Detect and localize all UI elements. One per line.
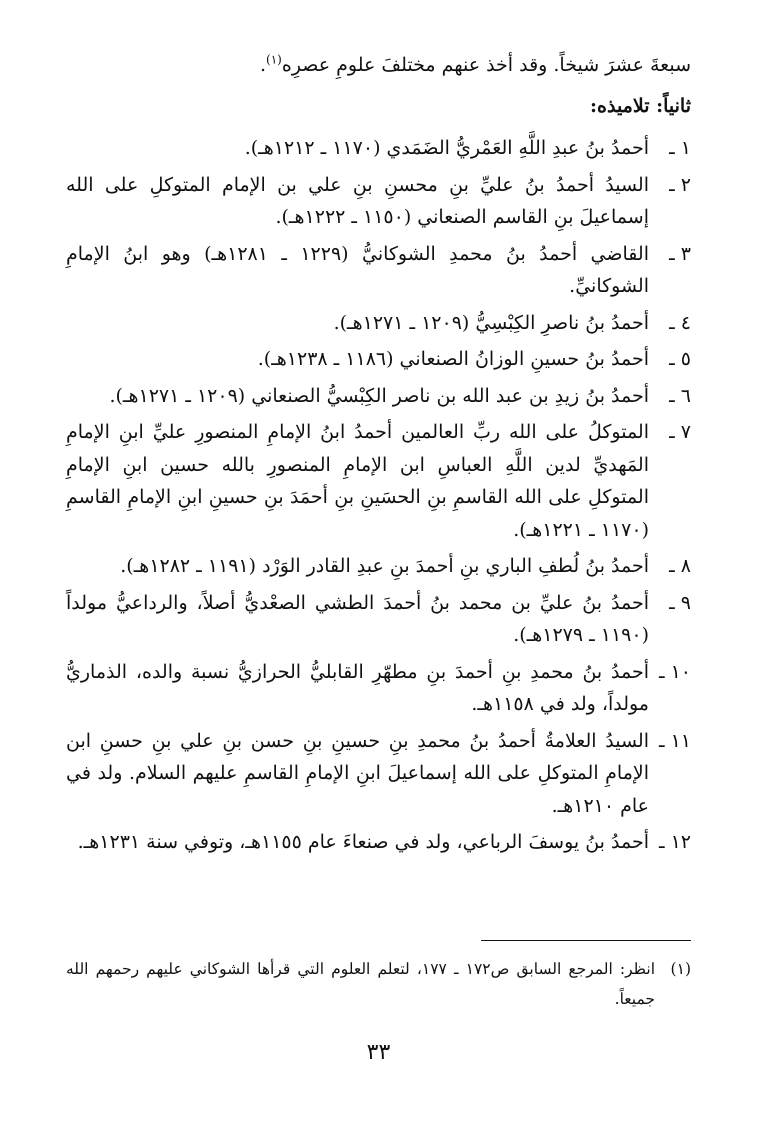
list-item-text: السيدُ أحمدُ بنُ عليِّ بنِ محسنِ بنِ علي بن الإمام المتوكلِ على الله إسماعيلَ بنِ القاسم الصنعاني (١١٥٠ ـ ١٢٢٢هـ). xyxy=(66,173,649,228)
list-item xyxy=(66,169,691,234)
list-item-number: ٥ ـ xyxy=(669,348,691,370)
list-item xyxy=(66,307,691,340)
list-item xyxy=(66,416,691,546)
list-item xyxy=(66,656,691,721)
list-item xyxy=(66,550,691,583)
list-item xyxy=(66,343,691,376)
list-item xyxy=(66,238,691,303)
list-item-text: القاضي أحمدُ بنُ محمدِ الشوكانيُّ (١٢٢٩ ـ ١٢٨١هـ) وهو ابنُ الإمامِ الشوكانيِّ. xyxy=(66,242,649,297)
list-item xyxy=(66,826,691,859)
intro-text: سبعةَ عشرَ شيخاً. وقد أخذ عنهم مختلفَ علومِ عصرِه xyxy=(281,54,691,76)
list-item xyxy=(66,587,691,652)
list-item-text: أحمدُ بنُ ناصرِ الكِبْسِيُّ (١٢٠٩ ـ ١٢٧١هـ). xyxy=(333,311,649,334)
list-item-number: ٣ ـ xyxy=(669,242,691,265)
list-item-text: أحمدُ بنُ زيدِ بن عبد الله بن ناصر الكِبْسيُّ الصنعاني (١٢٠٩ ـ ١٢٧١هـ). xyxy=(109,384,649,407)
page-number: ٣٣ xyxy=(366,1040,391,1065)
list-item xyxy=(66,725,691,823)
list-item xyxy=(66,380,691,413)
page-body xyxy=(66,48,691,863)
list-item-text: أحمدُ بنُ لُطفِ الباري بنِ أحمدَ بنِ عبدِ القادر الوَرْد (١١٩١ ـ ١٢٨٢هـ). xyxy=(120,555,649,577)
list-item-number: ١٠ ـ xyxy=(658,660,691,683)
list-item-text: المتوكلُ على الله ربِّ العالمين أحمدُ ابنُ الإمامِ المنصورِ عليِّ ابنِ الإمامِ المَهديِّ لدين اللَّهِ العباسِ ابن الإمامِ المنصورِ بالله حسين ابنِ الإمامِ المتوكلِ على الله القاسمِ بنِ الحسَينِ بنِ أحمَدَ بنِ حسينِ ابنِ الإمامِ القاسمِ (١١٧٠ ـ ١٢٢١هـ). xyxy=(66,421,649,541)
intro-paragraph xyxy=(66,48,691,82)
list-item-number: ٢ ـ xyxy=(669,173,691,196)
list-item-text: أحمدُ بنُ محمدِ بنِ أحمدَ بنِ مطهّرِ القابليُّ الحرازيُّ نسبة والده، الذماريُّ مولداً، ولد في ١١٥٨هـ. xyxy=(66,660,649,715)
list-item-text: السيدُ العلامةُ أحمدُ بنُ محمدِ بنِ حسينِ بنِ حسن بنِ علي بنِ حسنِ ابن الإمامِ المتوكلِ على الله إسماعيلَ ابنِ الإمامِ القاسمِ عليهم السلام. ولد في عام ١٢١٠هـ. xyxy=(66,729,649,817)
list-item xyxy=(66,132,691,165)
intro-end: . xyxy=(259,54,267,76)
list-item-number: ٨ ـ xyxy=(669,555,691,577)
list-item-number: ٧ ـ xyxy=(669,421,691,443)
list-item-number: ٩ ـ xyxy=(669,591,691,614)
footnote xyxy=(66,954,691,1014)
list-item-number: ٦ ـ xyxy=(669,384,691,407)
footnote-divider xyxy=(481,940,691,941)
students-list xyxy=(66,132,691,859)
list-item-number: ١٢ ـ xyxy=(658,831,691,853)
footnote-reference[interactable]: (١) xyxy=(266,52,282,67)
list-item-text: أحمدُ بنُ حسينِ الوزانُ الصنعاني (١١٨٦ ـ ١٢٣٨هـ). xyxy=(257,348,649,370)
section-heading: ثانياً: تلاميذه: xyxy=(590,95,691,117)
footnote-number: (١) xyxy=(670,960,691,978)
list-item-number: ٤ ـ xyxy=(669,311,691,334)
list-item-number: ١١ ـ xyxy=(658,729,691,752)
footnote-text: انظر: المرجع السابق ص١٧٢ ـ ١٧٧، لتعلم العلوم التي قرأها الشوكاني عليهم رحمهم الله جميعاً. xyxy=(66,960,656,1008)
list-item-text: أحمدُ بنُ عليِّ بن محمد بنُ أحمدَ الطشي الصعْديُّ أصلاً، والرداعيُّ مولداً (١١٩٠ ـ ١٢٧٩هـ). xyxy=(66,591,649,646)
list-item-number: ١ ـ xyxy=(669,137,691,159)
list-item-text: أحمدُ بنُ يوسفَ الرباعي، ولد في صنعاءَ عام ١١٥٥هـ، وتوفي سنة ١٢٣١هـ. xyxy=(77,831,649,853)
list-item-text: أحمدُ بنُ عبدِ اللَّهِ العَمْريُّ الضَمَدي (١١٧٠ ـ ١٢١٢هـ). xyxy=(244,137,649,159)
